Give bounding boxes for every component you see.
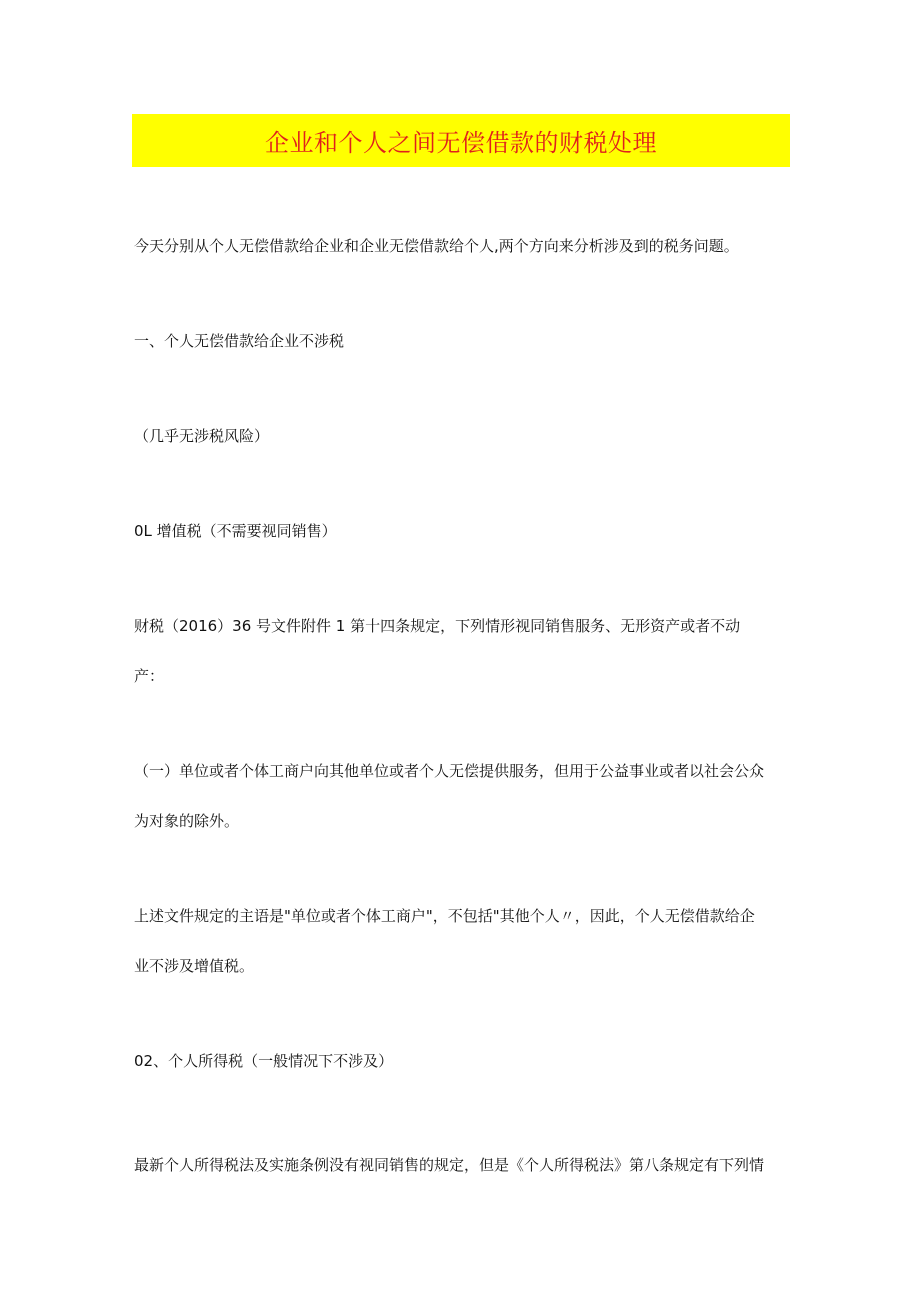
clause-one-line-1: （一）单位或者个体工商户向其他单位或者个人无偿提供服务，但用于公益事业或者以社会公众 [134,762,765,780]
analysis-paragraph-line-1: 上述文件规定的主语是"单位或者个体工商户"，不包括"其他个人〃，因此，个人无偿借款给企 [134,907,755,925]
clause-one-line-2: 为对象的除外。 [134,812,240,830]
regulation-paragraph-line-1: 财税（2016）36 号文件附件 1 第十四条规定，下列情形视同销售服务、无形资产或者不动 [134,617,741,635]
section-heading-1: 一、个人无偿借款给企业不涉税 [134,332,345,350]
document-title: 企业和个人之间无偿借款的财税处理 [265,129,657,157]
analysis-paragraph-line-2: 业不涉及增值税。 [134,957,255,975]
subheading-vat: 0L 增值税（不需要视同销售） [134,522,337,540]
risk-note: （几乎无涉税风险） [134,427,270,445]
title-banner [132,114,790,167]
intro-paragraph: 今天分别从个人无偿借款给企业和企业无偿借款给个人,两个方向来分析涉及到的税务问题。 [134,237,739,255]
regulation-paragraph-line-2: 产： [134,667,165,685]
income-tax-paragraph-line-1: 最新个人所得税法及实施条例没有视同销售的规定，但是《个人所得税法》第八条规定有下列情 [134,1156,765,1174]
subheading-income-tax: 02、个人所得税（一般情况下不涉及） [134,1052,394,1070]
